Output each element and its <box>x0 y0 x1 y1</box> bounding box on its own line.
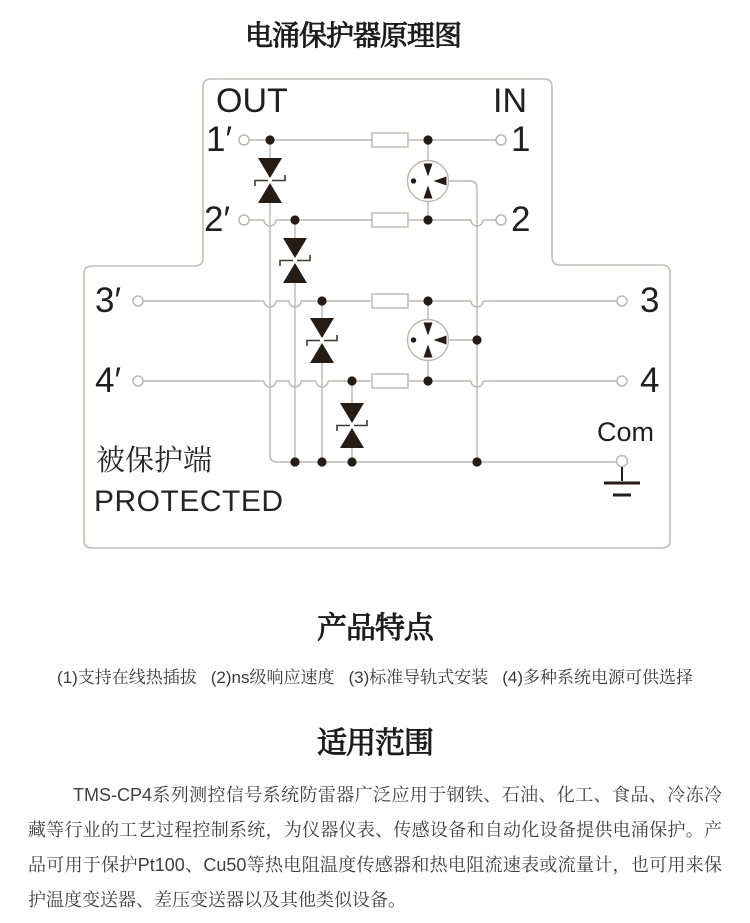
scope-paragraph: TMS-CP4系列测控信号系统防雷器广泛应用于钢铁、石油、化工、食品、冷冻冷藏等行业的工艺过程控制系统，为仪器仪表、传感设备和自动化设备提供电涌保护。产品可用于保护Pt100、Cu50等热电阻温度传感器和热电阻流速表或流量计，也可用来保护温度变送器、差压变送器以及其他类似设备。 <box>28 785 722 910</box>
terminal-label-1: 1 <box>511 120 531 159</box>
terminal-in-3 <box>617 296 627 306</box>
resistor-symbols <box>372 133 408 388</box>
feature-item-1: (1)支持在线热插拔 <box>56 668 197 687</box>
terminal-label-1-prime: 1′ <box>206 120 233 159</box>
terminal-out-1 <box>239 135 249 145</box>
com-terminal-label: Com <box>597 417 655 447</box>
ground-icon <box>604 467 640 495</box>
terminal-out-2 <box>239 215 249 225</box>
resistor <box>372 213 408 227</box>
resistor <box>372 374 408 388</box>
protected-side-label-en: PROTECTED <box>94 485 284 518</box>
tvs-diode-icon <box>255 158 285 203</box>
enclosure-outline <box>84 79 670 548</box>
terminal-out-4 <box>133 376 143 386</box>
resistor <box>372 294 408 308</box>
features-list <box>0 663 750 688</box>
tvs-diode-icon <box>280 238 310 283</box>
terminal-out-3 <box>133 296 143 306</box>
terminal-label-4: 4 <box>640 361 660 400</box>
terminal-label-2-prime: 2′ <box>204 200 231 239</box>
terminal-label-3-prime: 3′ <box>95 281 122 320</box>
terminal-in-2 <box>496 215 506 225</box>
in-side-label: IN <box>493 82 527 120</box>
page-title: 电涌保护器原理图 <box>244 20 461 51</box>
terminal-com <box>617 456 628 467</box>
terminal-label-4-prime: 4′ <box>95 361 122 400</box>
features-heading: 产品特点 <box>317 612 433 645</box>
gas-discharge-tube-icon <box>408 320 449 361</box>
gas-discharge-tube-icon <box>408 161 449 202</box>
terminal-label-3: 3 <box>640 281 660 320</box>
terminal-in-1 <box>496 135 506 145</box>
resistor <box>372 133 408 147</box>
feature-item-2: (2)ns级响应速度 <box>210 668 335 687</box>
terminal-label-2: 2 <box>511 200 531 239</box>
tvs-diode-icon <box>337 403 367 448</box>
scope-heading: 适用范围 <box>317 727 433 760</box>
out-side-label: OUT <box>216 82 288 120</box>
feature-item-4: (4)多种系统电源可供选择 <box>502 668 694 687</box>
tvs-diode-icon <box>307 318 337 363</box>
protected-side-label-cn: 被保护端 <box>96 445 213 477</box>
terminal-in-4 <box>617 376 627 386</box>
feature-item-3: (3)标准导轨式安装 <box>348 668 489 687</box>
